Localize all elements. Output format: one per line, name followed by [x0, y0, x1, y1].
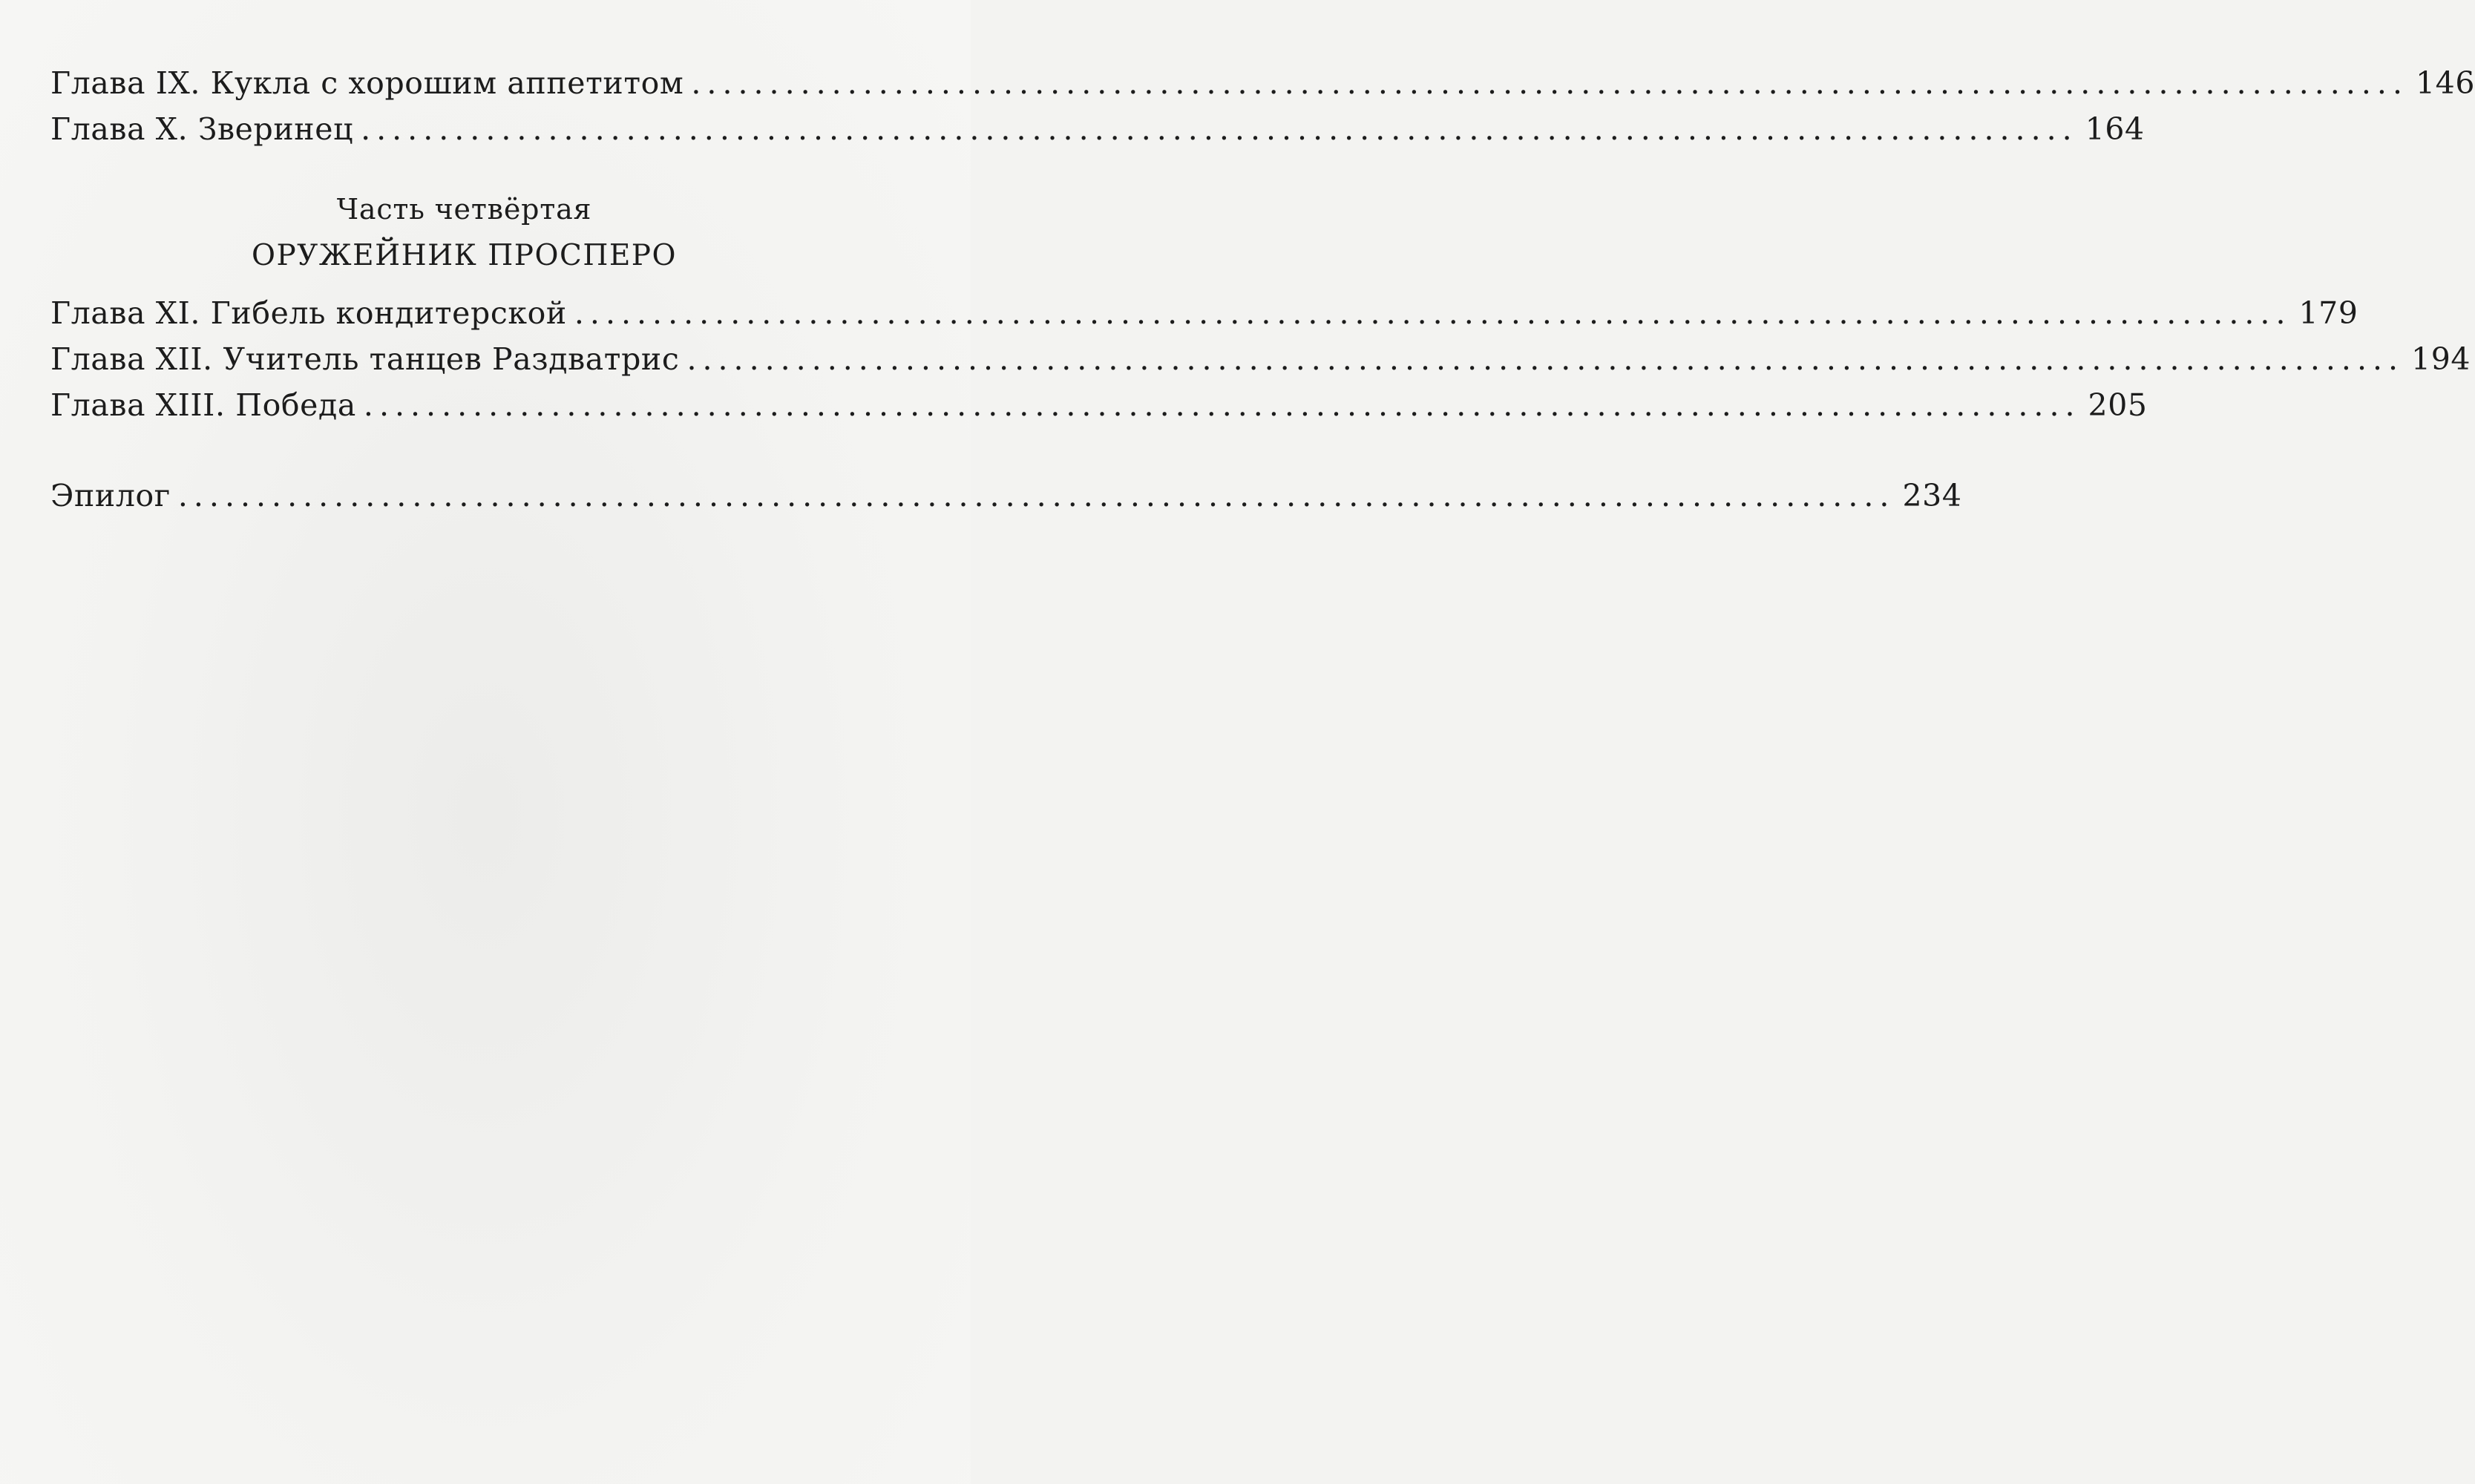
toc-entry: [50, 111, 2145, 157]
toc-entry-page: 194: [2411, 341, 2471, 377]
toc-entry: [50, 65, 2475, 111]
toc-entry: [50, 341, 2471, 387]
part-label: Часть четвёртая: [336, 193, 592, 226]
toc-leader-dots: ..............................................................................................................: [574, 295, 2292, 331]
toc-leader-dots: ..............................................................................................................: [361, 111, 2078, 147]
toc-entry-page: 179: [2298, 295, 2358, 331]
toc-leader-dots: ..............................................................................................................: [691, 65, 2408, 101]
toc-entry-page: 164: [2085, 111, 2145, 147]
toc-leader-dots: ..............................................................................................................: [177, 478, 1895, 513]
toc-entry-title: Глава X. Зверинец: [50, 111, 354, 147]
toc-entry-page: 205: [2088, 387, 2148, 423]
toc-entry-title: Эпилог: [50, 478, 171, 513]
toc-entry-title: Глава XIII. Победа: [50, 387, 356, 423]
toc-entry-title: Глава IX. Кукла с хорошим аппетитом: [50, 65, 684, 101]
toc-entry: [50, 387, 2148, 433]
toc-entry-title: Глава XI. Гибель кондитерской: [50, 295, 567, 331]
toc-entry: [50, 295, 2358, 341]
toc-leader-dots: ..............................................................................................................: [686, 341, 2404, 377]
part-title: ОРУЖЕЙНИК ПРОСПЕРО: [251, 239, 678, 272]
toc-entry-page: 146: [2415, 65, 2475, 101]
toc-entry-title: Глава XII. Учитель танцев Раздватрис: [50, 341, 680, 377]
toc-entry-epilogue: [50, 478, 1962, 524]
toc-leader-dots: ..............................................................................................................: [363, 387, 2081, 423]
toc-entry-page: 234: [1902, 478, 1962, 513]
